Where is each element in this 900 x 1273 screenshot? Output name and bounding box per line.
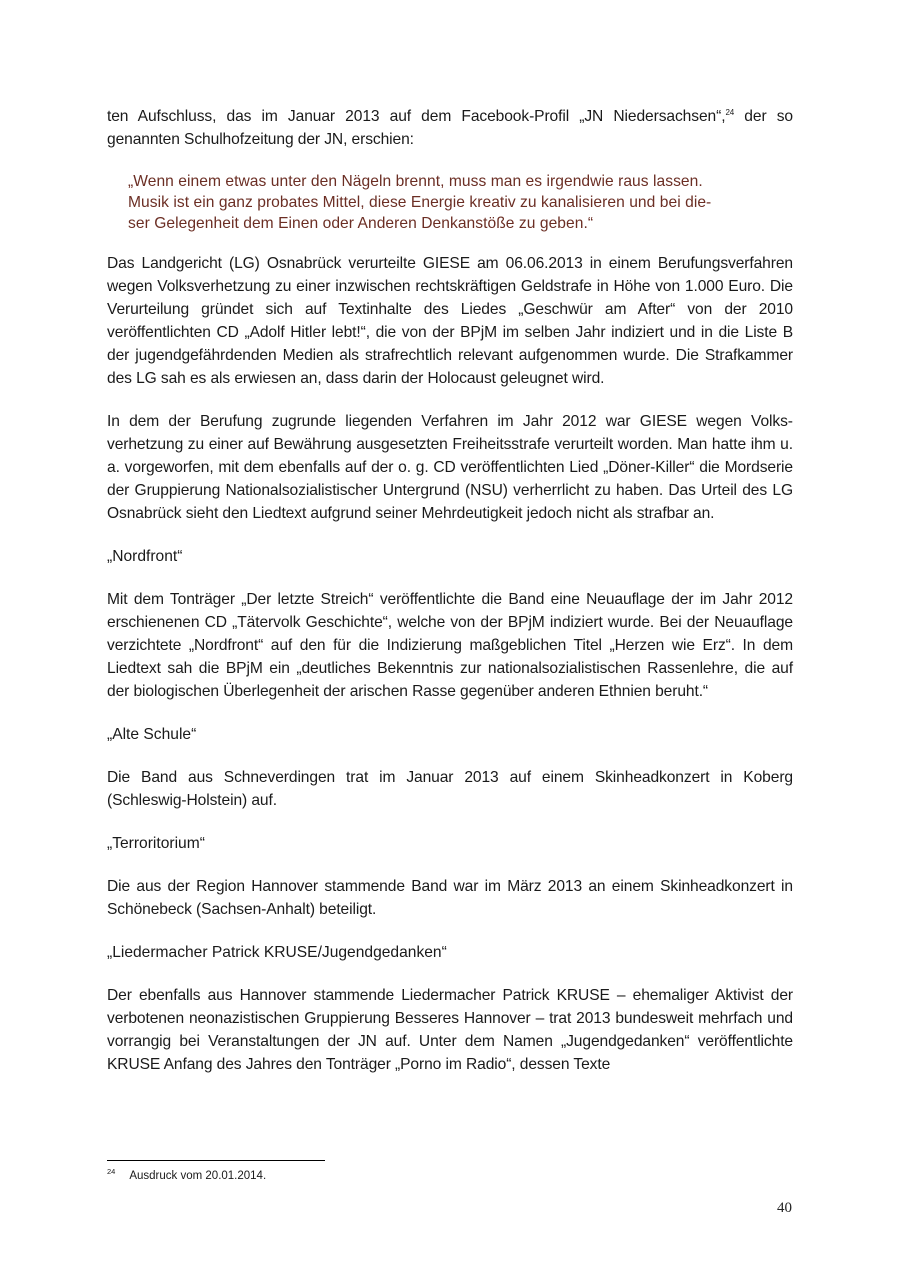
paragraph-court-ruling: Das Landgericht (LG) Osnabrück verurteilte GIESE am 06.06.2013 in einem Berufungsverfahren wegen Volksverhetzung zu einer inzwischen rechtskräftigen Geldstrafe in Höhe von 1.000 Euro. Die Verurteilung gründet sich auf Textinhalte des Liedes „Geschwür am After“ von der 2010 veröffentlichten CD „Adolf Hitler lebt!“, die von der BPjM im selben Jahr indiziert und in die Liste B der jugendgefährdenden Medien als strafrechtlich relevant aufgenommen wurde. Die Strafkammer des LG sah es als erwiesen an, dass darin der Holocaust geleugnet wird. bbox=[107, 255, 793, 387]
paragraph-liedermacher: Der ebenfalls aus Hannover stammende Liedermacher Patrick KRUSE – ehemaliger Aktivist der verbotenen neonazistischen Gruppierung Besseres Hannover – trat 2013 bundesweit mehrfach und vorrangig bei Veranstaltungen der JN auf. Unter dem Namen „Jugendgedanken“ veröffentlichte KRUSE Anfang des Jahres den Tonträger „Porno im Radio“, dessen Texte bbox=[107, 987, 793, 1073]
page-number: 40 bbox=[777, 1200, 792, 1216]
heading-terroritorium: „Terroritorium“ bbox=[107, 835, 205, 852]
paragraph-intro-continuation: der so genannten Schulhofzeitung der JN, erschien: bbox=[107, 108, 793, 148]
quote-line: „Wenn einem etwas unter den Nägeln brennt, muss man es irgendwie raus lassen. bbox=[128, 173, 703, 190]
heading-liedermacher: „Liedermacher Patrick KRUSE/Jugendgedanken“ bbox=[107, 944, 447, 961]
paragraph-intro bbox=[107, 105, 793, 151]
paragraph-alte-schule: Die Band aus Schneverdingen trat im Januar 2013 auf einem Skinheadkonzert in Koberg (Schleswig-Holstein) auf. bbox=[107, 769, 793, 809]
footnote-divider bbox=[107, 1160, 325, 1161]
quote-line: ser Gelegenheit dem Einen oder Anderen Denkanstöße zu geben.“ bbox=[128, 215, 594, 232]
page-body bbox=[107, 105, 793, 1096]
heading-alte-schule: „Alte Schule“ bbox=[107, 726, 197, 743]
block-quote bbox=[107, 171, 793, 234]
paragraph-nordfront: Mit dem Tonträger „Der letzte Streich“ veröffentlichte die Band eine Neuauflage der im Jahr 2012 erschienenen CD „Tätervolk Geschichte“, welche von der BPjM indiziert wurde. Bei der Neuauflage verzichtete „Nordfront“ auf den für die Indizierung maßgeblichen Titel „Herzen wie Erz“. In dem Liedtext sah die BPjM ein „deutliches Bekenntnis zur nationalsozialistischen Rassenlehre, die auf der biologischen Überlegenheit der arischen Rasse gegenüber anderen Ethnien beruht.“ bbox=[107, 591, 793, 700]
footnote-reference[interactable]: 24 bbox=[725, 107, 735, 117]
paragraph-prior-proceedings: In dem der Berufung zugrunde liegenden Verfahren im Jahr 2012 war GIESE wegen Volksverhetzung zu einer auf Bewährung ausgesetzten Freiheitsstrafe verurteilt worden. Man hatte ihm u. a. vorgeworfen, mit dem ebenfalls auf der o. g. CD veröffentlichten Lied „Döner-Killer“ die Mordserie der Gruppierung Nationalsozialistischer Untergrund (NSU) verherrlicht zu haben. Das Urteil des LG Osnabrück sieht den Liedtext aufgrund seiner Mehrdeutigkeit jedoch nicht als strafbar an. bbox=[107, 413, 793, 522]
footnote-text: Ausdruck vom 20.01.2014. bbox=[129, 1170, 267, 1182]
paragraph-intro-text: ten Aufschluss, das im Januar 2013 auf dem Facebook-Profil „JN Niedersachsen“, bbox=[107, 108, 726, 125]
heading-nordfront: „Nordfront“ bbox=[107, 548, 183, 565]
quote-line: Musik ist ein ganz probates Mittel, diese Energie kreativ zu kanalisieren und bei die- bbox=[128, 194, 712, 211]
footnote bbox=[107, 1168, 266, 1184]
footnote-number: 24 bbox=[107, 1167, 116, 1177]
paragraph-terroritorium: Die aus der Region Hannover stammende Band war im März 2013 an einem Skinheadkonzert in Schönebeck (Sachsen-Anhalt) beteiligt. bbox=[107, 878, 793, 918]
